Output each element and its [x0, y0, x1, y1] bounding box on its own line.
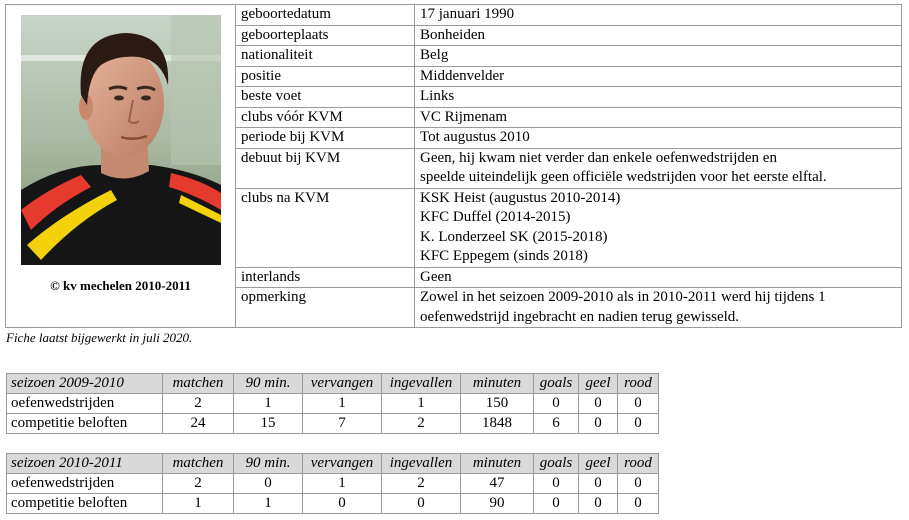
- profile-label: positie: [236, 66, 415, 87]
- stats-cell: 150: [461, 394, 534, 414]
- stats-column-header: matchen: [163, 374, 234, 394]
- profile-value: [415, 87, 902, 108]
- profile-label: interlands: [236, 267, 415, 288]
- stats-cell: 0: [579, 414, 618, 434]
- stats-column-header: ingevallen: [382, 374, 461, 394]
- stats-cell: 0: [382, 494, 461, 514]
- stats-cell: 1: [234, 494, 303, 514]
- profile-value-line: 17 januari 1990: [420, 6, 515, 22]
- profile-label: periode bij KVM: [236, 128, 415, 149]
- stats-column-header: geel: [579, 374, 618, 394]
- stats-cell: 0: [534, 394, 579, 414]
- profile-value-line: Tot augustus 2010: [420, 129, 530, 145]
- profile-value-line: K. Londerzeel SK (2015-2018): [420, 228, 608, 245]
- stats-column-header: goals: [534, 374, 579, 394]
- profile-value-line: Geen: [420, 268, 452, 285]
- stats-column-header: 90 min.: [234, 454, 303, 474]
- profile-value: [415, 128, 902, 149]
- stats-cell: 2: [382, 474, 461, 494]
- stats-cell: 0: [234, 474, 303, 494]
- profile-value: [415, 267, 902, 288]
- profile-value-line: KFC Duffel (2014-2015): [420, 209, 571, 225]
- stats-column-header: matchen: [163, 454, 234, 474]
- profile-label: beste voet: [236, 87, 415, 108]
- profile-value-line: VC Rijmenam: [420, 108, 508, 125]
- profile-value: [415, 66, 902, 87]
- stats-column-header: minuten: [461, 454, 534, 474]
- profile-value-line: Geen, hij kwam niet verder dan enkele oefenwedstrijden en: [420, 149, 777, 166]
- profile-value-line: KFC Eppegem (sinds 2018): [420, 248, 588, 264]
- profile-value-line: Zowel in het seizoen 2009-2010 als in 2010-2011 werd hij tijdens 1: [420, 289, 826, 305]
- stats-column-header: vervangen: [303, 374, 382, 394]
- profile-value-line: Middenvelder: [420, 67, 505, 84]
- stats-column-header: rood: [618, 454, 659, 474]
- player-photo: [21, 15, 221, 265]
- stats-cell: 0: [579, 394, 618, 414]
- profile-value: [415, 107, 902, 128]
- stats-header-row: [7, 454, 659, 474]
- stats-column-header: ingevallen: [382, 454, 461, 474]
- stats-cell: 0: [618, 414, 659, 434]
- stats-cell: 0: [534, 494, 579, 514]
- stats-cell: 2: [382, 414, 461, 434]
- stats-cell: 7: [303, 414, 382, 434]
- profile-value: [415, 25, 902, 46]
- stats-column-header: vervangen: [303, 454, 382, 474]
- stats-row: [7, 414, 659, 434]
- season-stats-table-2009-2010: [6, 373, 659, 434]
- profile-label: clubs vóór KVM: [236, 107, 415, 128]
- stats-column-header: 90 min.: [234, 374, 303, 394]
- stats-cell: 1: [382, 394, 461, 414]
- stats-row: [7, 394, 659, 414]
- season-label: seizoen 2009-2010: [7, 374, 163, 394]
- profile-label: opmerking: [236, 288, 415, 328]
- stats-cell: 1: [163, 494, 234, 514]
- profile-value-line: Links: [420, 88, 455, 104]
- photo-cell: [6, 5, 236, 328]
- competition-label: oefenwedstrijden: [7, 394, 163, 414]
- profile-value: [415, 188, 902, 267]
- profile-label: clubs na KVM: [236, 188, 415, 267]
- last-updated-note: Fiche laatst bijgewerkt in juli 2020.: [6, 330, 193, 345]
- stats-cell: 0: [618, 494, 659, 514]
- profile-value-line: KSK Heist (augustus 2010-2014): [420, 189, 621, 206]
- competition-label: competitie beloften: [7, 414, 163, 434]
- stats-cell: 15: [234, 414, 303, 434]
- profile-value-line: speelde uiteindelijk geen officiële wedstrijden voor het eerste elftal.: [420, 169, 827, 185]
- stats-row: [7, 494, 659, 514]
- stats-row: [7, 474, 659, 494]
- stats-cell: 1: [303, 394, 382, 414]
- stats-column-header: geel: [579, 454, 618, 474]
- stats-cell: 0: [303, 494, 382, 514]
- stats-column-header: goals: [534, 454, 579, 474]
- stats-cell: 2: [163, 394, 234, 414]
- season-stats-table-2010-2011: [6, 453, 659, 514]
- competition-label: competitie beloften: [7, 494, 163, 514]
- stats-cell: 90: [461, 494, 534, 514]
- profile-value: [415, 148, 902, 188]
- stats-column-header: rood: [618, 374, 659, 394]
- stats-cell: 47: [461, 474, 534, 494]
- season-label: seizoen 2010-2011: [7, 454, 163, 474]
- stats-cell: 1: [303, 474, 382, 494]
- profile-row: [6, 5, 902, 26]
- stats-cell: 0: [618, 474, 659, 494]
- profile-label: geboorteplaats: [236, 25, 415, 46]
- stats-cell: 2: [163, 474, 234, 494]
- stats-cell: 1: [234, 394, 303, 414]
- competition-label: oefenwedstrijden: [7, 474, 163, 494]
- profile-label: debuut bij KVM: [236, 148, 415, 188]
- stats-cell: 24: [163, 414, 234, 434]
- profile-value: [415, 46, 902, 67]
- profile-value-line: Belg: [420, 47, 449, 63]
- stats-header-row: [7, 374, 659, 394]
- profile-label: geboortedatum: [236, 5, 415, 26]
- player-photo-image: [21, 15, 221, 265]
- profile-value-line: Bonheiden: [420, 26, 485, 43]
- stats-cell: 1848: [461, 414, 534, 434]
- profile-value: [415, 288, 902, 328]
- stats-cell: 0: [579, 474, 618, 494]
- photo-caption: © kv mechelen 2010-2011: [50, 278, 191, 293]
- player-profile-table: [5, 4, 902, 328]
- stats-cell: 6: [534, 414, 579, 434]
- profile-value-line: oefenwedstrijd ingebracht en nadien terug gewisseld.: [420, 308, 740, 325]
- stats-cell: 0: [534, 474, 579, 494]
- profile-label: nationaliteit: [236, 46, 415, 67]
- profile-value: [415, 5, 902, 26]
- stats-column-header: minuten: [461, 374, 534, 394]
- stats-cell: 0: [618, 394, 659, 414]
- stats-cell: 0: [579, 494, 618, 514]
